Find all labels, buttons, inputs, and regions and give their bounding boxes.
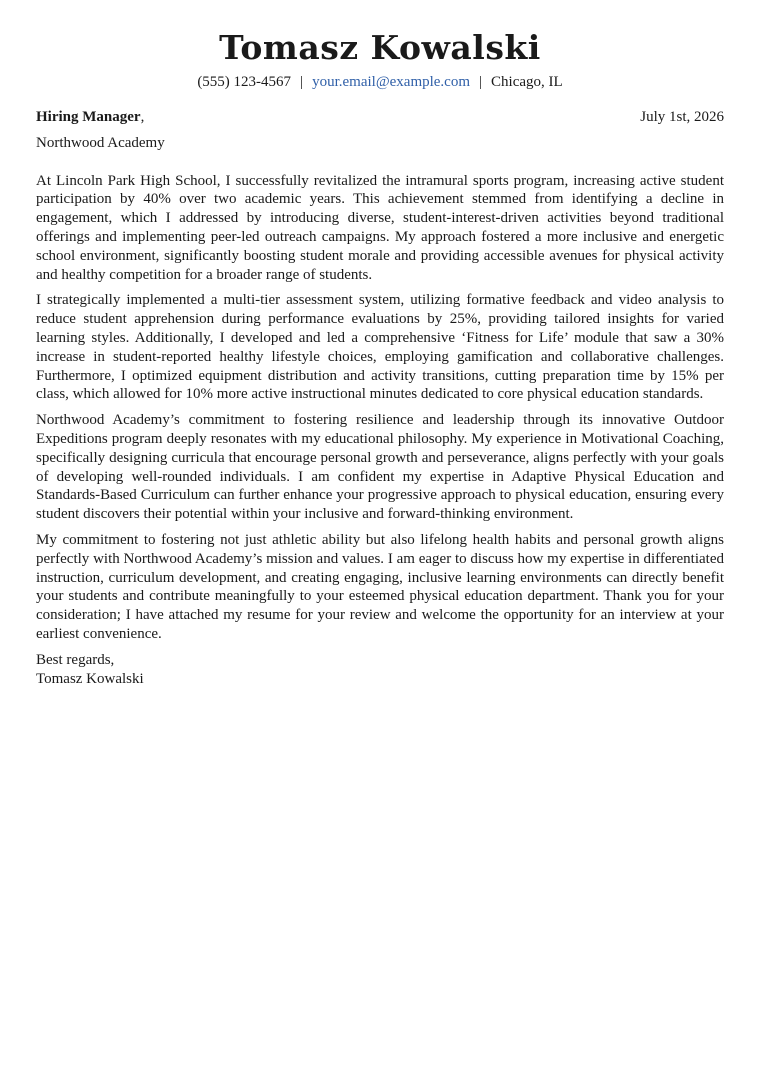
closing-salutation: Best regards, bbox=[36, 651, 115, 668]
contact-separator: | bbox=[479, 74, 483, 90]
paragraph: I strategically implemented a multi-tier assessment system, utilizing formative feedback and video analysis to reduce student apprehension during performance evaluations by 25%, providing tailored insights for varied learning styles. Additionally, I developed and led a comprehensive ‘Fitness for Life’ module that saw a 30% increase in student-reported healthy lifestyle choices, employing gamification and collaborative challenges. Furthermore, I optimized equipment distribution and activity transitions, cutting preparation time by 15% per class, which allowed for 10% more active instructional minutes dedicated to core physical education standards. bbox=[36, 292, 724, 403]
paragraphs bbox=[36, 172, 724, 644]
letter-body bbox=[36, 108, 724, 688]
recipient-title: Hiring Manager bbox=[36, 109, 141, 125]
location: Chicago, IL bbox=[491, 74, 563, 90]
recipient-greeting bbox=[36, 108, 144, 127]
contact-separator: | bbox=[300, 74, 304, 90]
paragraph: At Lincoln Park High School, I successfully revitalized the intramural sports program, increasing active student participation by 40% over two academic years. This achievement stemmed from identifying a decline in engagement, which I addressed by introducing diverse, student-interest-driven activities beyond traditional offerings and implementing peer-led outreach campaigns. My approach fostered a more inclusive and energetic school environment, significantly boosting student morale and providing accessible avenues for physical activity and healthy competition for a broader range of students. bbox=[36, 172, 724, 283]
letter-date: July 1st, 2026 bbox=[640, 109, 724, 125]
cover-letter-page bbox=[36, 26, 724, 688]
recipient-organization: Northwood Academy bbox=[36, 134, 165, 151]
closing-signature: Tomasz Kowalski bbox=[36, 670, 144, 687]
contact-line bbox=[36, 72, 724, 92]
closing-block bbox=[36, 651, 724, 689]
email-link[interactable]: your.email@example.com bbox=[312, 74, 471, 90]
recipient-date-row bbox=[36, 108, 724, 127]
paragraph: My commitment to fostering not just athletic ability but also lifelong health habits and personal growth aligns perfectly with Northwood Academy’s mission and values. I am eager to discuss how my expertise in differentiated instruction, curriculum development, and creating engaging, inclusive learning environments can directly benefit your students and contribute meaningfully to your esteemed physical education department. Thank you for your consideration; I have attached my resume for your review and welcome the opportunity for an interview at your earliest convenience. bbox=[36, 531, 724, 642]
paragraph: Northwood Academy’s commitment to fostering resilience and leadership through its innovative Outdoor Expeditions program deeply resonates with my educational philosophy. My experience in Motivational Coaching, specifically designing curricula that encourage personal growth and perseverance, aligns perfectly with your goals of developing well-rounded individuals. I am confident my expertise in Adaptive Physical Education and Standards-Based Curriculum can further enhance your progressive approach to physical education, ensuring every student discovers their potential within your inclusive and forward-thinking environment. bbox=[36, 412, 724, 523]
applicant-name: Tomasz Kowalski bbox=[219, 28, 541, 67]
recipient-title-suffix: , bbox=[140, 109, 145, 125]
phone-number: (555) 123-4567 bbox=[197, 74, 292, 90]
